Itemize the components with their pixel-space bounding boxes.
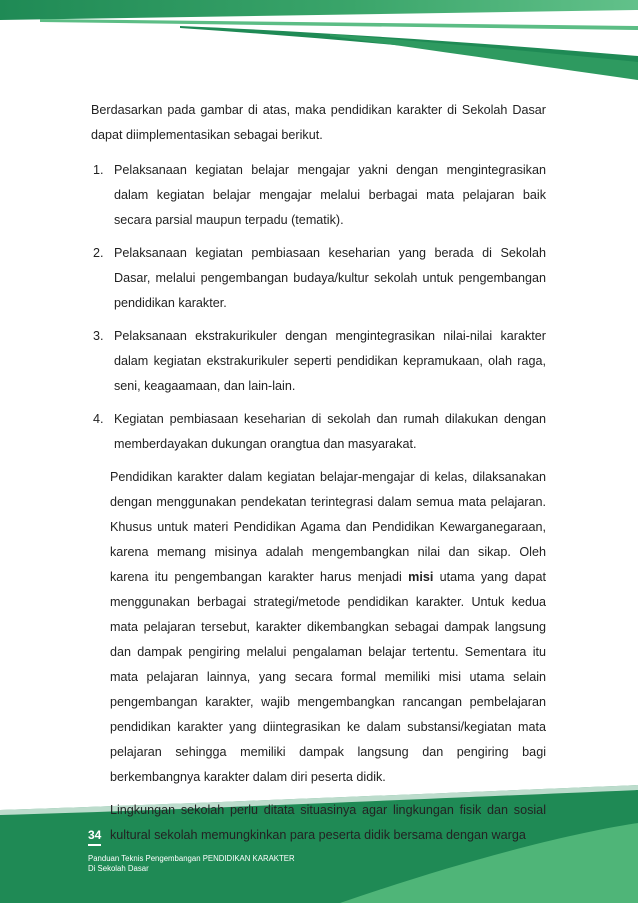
list-text: Pelaksanaan ekstrakurikuler dengan mengintegrasikan nilai-nilai karakter dalam kegiatan ekstrakurikuler seperti pendidikan kepramukaan, olah raga, seni, keagaamaan, dan lain-lain.	[114, 329, 546, 393]
list-text: Kegiatan pembiasaan keseharian di sekolah dan rumah dilakukan dengan memberdayakan dukungan orangtua dan masyarakat.	[114, 412, 546, 451]
list-item	[91, 324, 546, 399]
list-item	[91, 241, 546, 316]
page-number: 34	[88, 828, 101, 846]
page-content	[91, 98, 546, 856]
intro-paragraph: Berdasarkan pada gambar di atas, maka pendidikan karakter di Sekolah Dasar dapat diimplementasikan sebagai berikut.	[91, 103, 546, 142]
footer-title	[88, 854, 295, 874]
paragraph-text: utama yang dapat menggunakan berbagai strategi/metode pendidikan karakter. Untuk kedua mata pelajaran tersebut, karakter dikembangkan sebagai dampak langsung dan dampak pengiring melalui pengalaman belajar tertentu. Sementara itu mata pelajaran lainnya, yang secara formal memiliki misi utama selain pengembangan karakter, wajib mengembangkan rancangan pembelajaran pendidikan karakter yang diintegrasikan ke dalam substansi/kegiatan mata pelajaran sehingga memiliki dampak langsung dan pengiring bagi berkembangnya karakter dalam diri peserta didik.	[110, 570, 546, 784]
list-number: 3.	[93, 329, 104, 343]
list-number: 2.	[93, 246, 104, 260]
page-footer	[88, 826, 295, 874]
list-number: 1.	[93, 163, 104, 177]
implementation-list	[91, 158, 546, 457]
body-paragraph-2: Lingkungan sekolah perlu ditata situasinya agar lingkungan fisik dan sosial kultural sekolah memungkinkan para peserta didik bersama dengan warga	[110, 803, 546, 842]
list-text: Pelaksanaan kegiatan belajar mengajar yakni dengan mengintegrasikan dalam kegiatan belajar mengajar melalui berbagai mata pelajaran baik secara parsial maupun terpadu (tematik).	[114, 163, 546, 227]
footer-title-line-1: Panduan Teknis Pengembangan PENDIDIKAN KARAKTER	[88, 854, 295, 863]
header-decoration	[0, 0, 638, 80]
list-text: Pelaksanaan kegiatan pembiasaan keseharian yang berada di Sekolah Dasar, melalui pengembangan budaya/kultur sekolah untuk pengembangan pendidikan karakter.	[114, 246, 546, 310]
list-item	[91, 407, 546, 457]
list-number: 4.	[93, 412, 104, 426]
paragraph-text: Pendidikan karakter dalam kegiatan belajar-mengajar di kelas, dilaksanakan dengan menggunakan pendekatan terintegrasi dalam semua mata pelajaran. Khusus untuk materi Pendidikan Agama dan Pendidikan Kewarganegaraan, karena memang misinya adalah mengembangkan nilai dan sikap. Oleh karena itu pengembangan karakter harus menjadi	[110, 470, 546, 584]
bold-word: misi	[408, 570, 434, 584]
footer-title-line-2: Di Sekolah Dasar	[88, 864, 149, 873]
body-paragraph-1	[91, 465, 546, 790]
list-item	[91, 158, 546, 233]
